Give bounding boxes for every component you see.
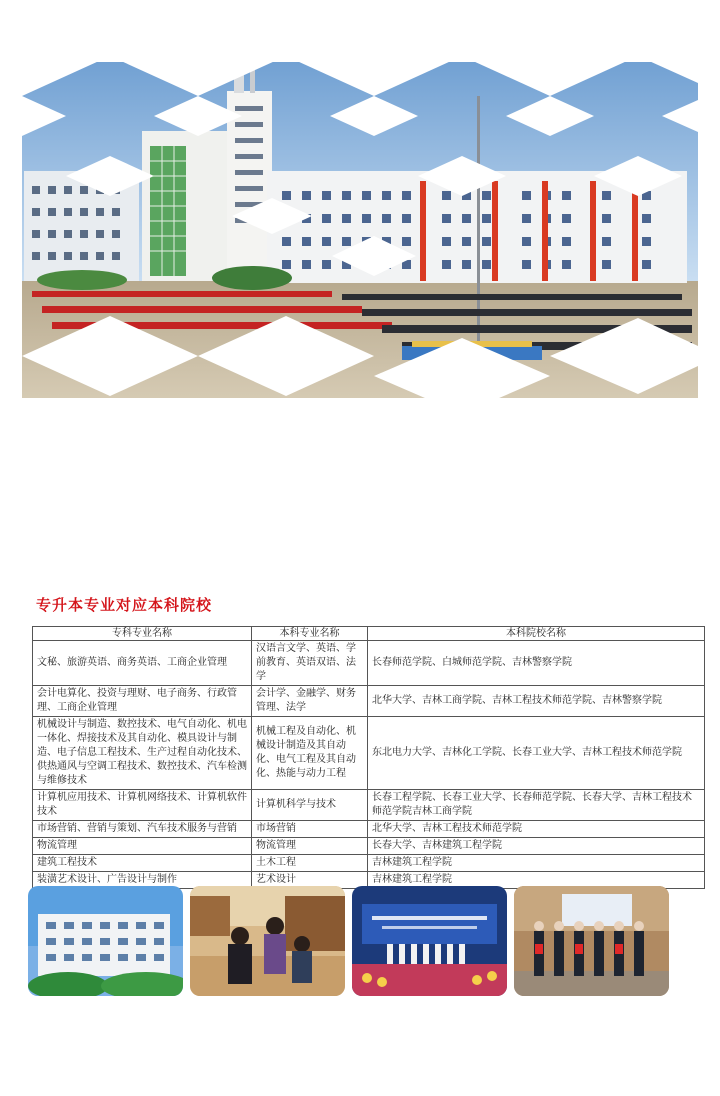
table-row [33, 641, 705, 686]
cell-university: 长春工程学院、长春工业大学、长春师范学院、长春大学、吉林工程技术师范学院吉林工商学院 [368, 790, 705, 821]
cell-university: 东北电力大学、吉林化工学院、长春工业大学、吉林工程技术师范学院 [368, 717, 705, 790]
col-header-university: 本科院校名称 [368, 627, 705, 641]
building-photo-icon [28, 886, 183, 996]
campus-photo-icon [22, 56, 698, 404]
cell-junior-major: 市场营销、营销与策划、汽车技术服务与营销 [33, 821, 252, 838]
cell-junior-major: 计算机应用技术、计算机网络技术、计算机软件技术 [33, 790, 252, 821]
major-mapping-table [32, 626, 705, 889]
col-header-junior-major: 专科专业名称 [33, 627, 252, 641]
table-row [33, 790, 705, 821]
cell-bachelor-major: 物流管理 [252, 838, 368, 855]
table-row [33, 717, 705, 790]
table-row [33, 686, 705, 717]
cell-university: 长春大学、吉林建筑工程学院 [368, 838, 705, 855]
cell-junior-major: 文秘、旅游英语、商务英语、工商企业管理 [33, 641, 252, 686]
photo-building [28, 886, 183, 996]
photo-dormitory [190, 886, 345, 996]
cell-bachelor-major: 机械工程及自动化、机械设计制造及其自动化、电气工程及其自动化、热能与动力工程 [252, 717, 368, 790]
cell-university: 北华大学、吉林工程技术师范学院 [368, 821, 705, 838]
photo-award-ceremony [514, 886, 669, 996]
cell-bachelor-major: 土木工程 [252, 855, 368, 872]
section-title: 专升本专业对应本科院校 [36, 596, 213, 614]
cell-bachelor-major: 艺术设计 [252, 872, 368, 889]
photo-competition-stage [352, 886, 507, 996]
hero-campus-photo [22, 56, 698, 404]
col-header-bachelor-major: 本科专业名称 [252, 627, 368, 641]
cell-university: 吉林建筑工程学院 [368, 872, 705, 889]
cell-bachelor-major: 汉语言文学、英语、学前教育、英语双语、法学 [252, 641, 368, 686]
table-row [33, 821, 705, 838]
cell-bachelor-major: 计算机科学与技术 [252, 790, 368, 821]
cell-junior-major: 机械设计与制造、数控技术、电气自动化、机电一体化、焊接技术及其自动化、模具设计与制造、电子信息工程技术、生产过程自动化技术、供热通风与空调工程技术、数控技术、汽车检测与维修技术 [33, 717, 252, 790]
cell-university: 吉林建筑工程学院 [368, 855, 705, 872]
cell-junior-major: 物流管理 [33, 838, 252, 855]
table-header-row [33, 627, 705, 641]
award-ceremony-photo-icon [514, 886, 669, 996]
cell-bachelor-major: 市场营销 [252, 821, 368, 838]
cell-university: 北华大学、吉林工商学院、吉林工程技术师范学院、吉林警察学院 [368, 686, 705, 717]
table-row [33, 838, 705, 855]
cell-junior-major: 会计电算化、投资与理财、电子商务、行政管理、工商企业管理 [33, 686, 252, 717]
dormitory-photo-icon [190, 886, 345, 996]
table-row [33, 855, 705, 872]
cell-bachelor-major: 会计学、金融学、财务管理、法学 [252, 686, 368, 717]
cell-university: 长春师范学院、白城师范学院、吉林警察学院 [368, 641, 705, 686]
cell-junior-major: 建筑工程技术 [33, 855, 252, 872]
competition-stage-photo-icon [352, 886, 507, 996]
cell-junior-major: 装潢艺术设计、广告设计与制作 [33, 872, 252, 889]
